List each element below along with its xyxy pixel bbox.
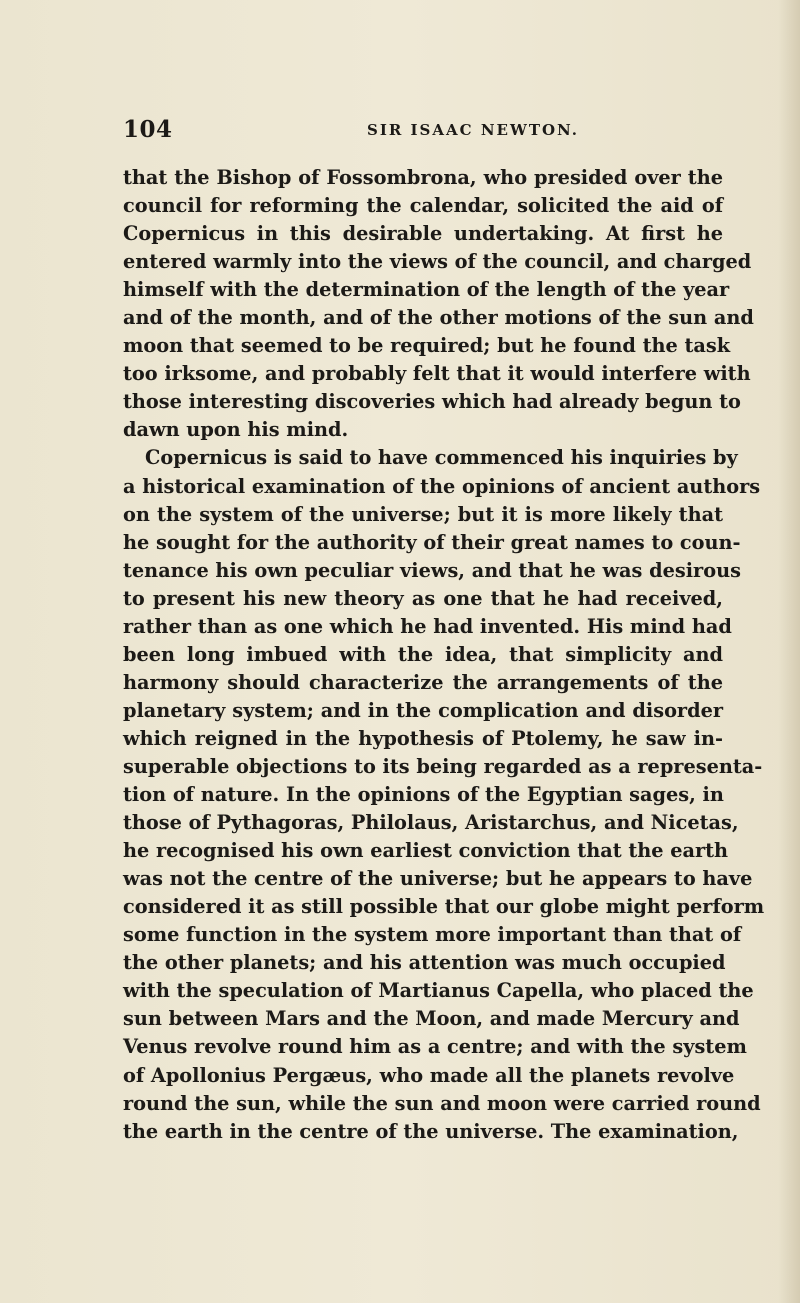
text-line: round the sun, while the sun and moon were carried round — [123, 1091, 761, 1115]
text-line: considered it as still possible that our globe might perform — [123, 895, 765, 919]
text-line: with the speculation of Martianus Capella, who placed the — [123, 979, 754, 1003]
paragraph-start-line: Copernicus is said to have commenced his inquiries by — [145, 446, 738, 470]
page-edge-shadow — [778, 0, 800, 1303]
text-line: moon that seemed to be required; but he found the task — [123, 334, 731, 358]
text-line: rather than as one which he had invented. His mind had — [123, 614, 732, 638]
text-line: he recognised his own earliest conviction that the earth — [123, 839, 729, 863]
text-line: was not the centre of the universe; but he appears to have — [123, 867, 753, 891]
text-line: too irksome, and probably felt that it would interfere with — [123, 362, 751, 386]
text-line: on the system of the universe; but it is more likely that — [123, 502, 723, 526]
text-line: sun between Mars and the Moon, and made Mercury and — [123, 1007, 740, 1031]
text-line: himself with the determination of the length of the year — [123, 278, 730, 302]
text-line: a historical examination of the opinions of ancient authors — [123, 474, 761, 498]
page-header — [123, 116, 723, 148]
text-line: been long imbued with the idea, that simplicity and — [123, 642, 723, 666]
text-line: tion of nature. In the opinions of the Egyptian sages, in — [123, 783, 724, 807]
text-line: which reigned in the hypothesis of Ptolemy, he saw in- — [123, 726, 723, 750]
running-head: SIR ISAAC NEWTON. — [367, 121, 580, 139]
text-line: he sought for the authority of their great names to coun- — [123, 530, 741, 554]
text-line: to present his new theory as one that he had received, — [123, 586, 723, 610]
text-line: Venus revolve round him as a centre; and with the system — [123, 1035, 747, 1059]
text-line: planetary system; and in the complication and disorder — [123, 698, 723, 722]
text-line: tenance his own peculiar views, and that he was desirous — [123, 558, 741, 582]
text-line: of Apollonius Pergæus, who made all the planets revolve — [123, 1063, 735, 1087]
text-line: those of Pythagoras, Philolaus, Aristarchus, and Nicetas, — [123, 811, 739, 835]
text-line: the other planets; and his attention was much occupied — [123, 951, 726, 975]
text-line: harmony should characterize the arrangements of the — [123, 670, 723, 694]
text-line: dawn upon his mind. — [123, 418, 349, 442]
text-line: and of the month, and of the other motions of the sun and — [123, 306, 754, 330]
body-text — [123, 164, 765, 1146]
text-line: entered warmly into the views of the council, and charged — [123, 250, 752, 274]
page-number: 104 — [123, 116, 173, 143]
text-line: the earth in the centre of the universe. The examination, — [123, 1119, 739, 1143]
text-line: some function in the system more important than that of — [123, 923, 742, 947]
text-line: that the Bishop of Fossombrona, who presided over the — [123, 166, 723, 189]
text-line: Copernicus in this desirable undertaking. At first he — [123, 222, 723, 246]
text-line: those interesting discoveries which had already begun to — [123, 390, 741, 414]
text-line: council for reforming the calendar, solicited the aid of — [123, 194, 723, 218]
text-line: superable objections to its being regarded as a representa- — [123, 754, 763, 778]
